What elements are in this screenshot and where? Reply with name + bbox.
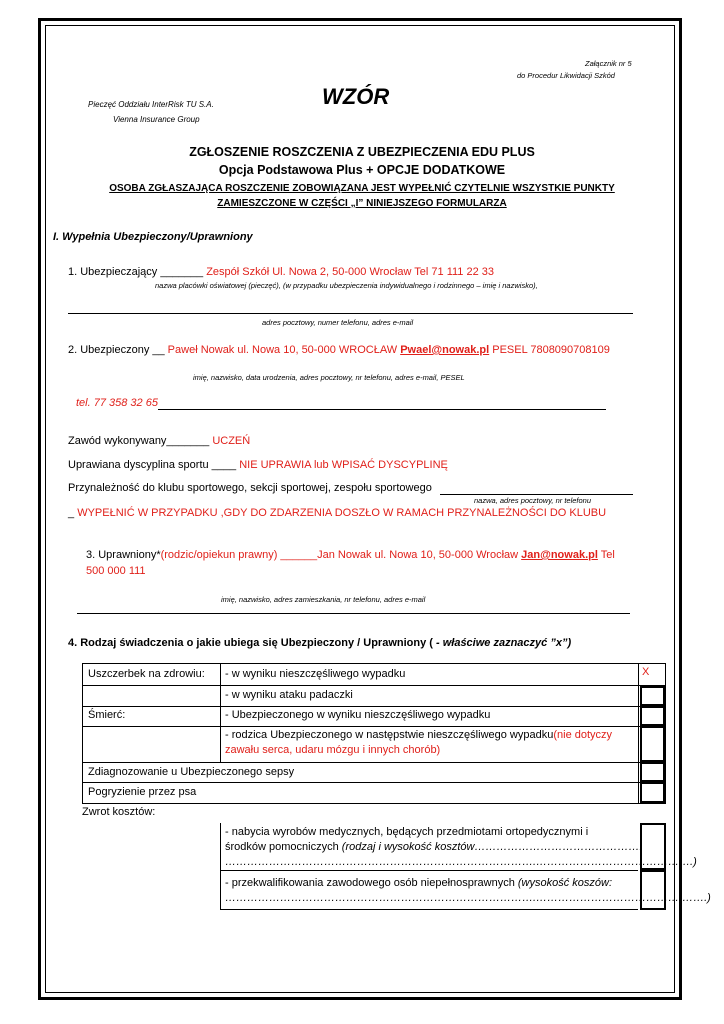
row-desc-4-red: (nie dotyczy: [553, 729, 613, 741]
beneficiary-hint: imię, nazwisko, adres zamieszkania, nr telefonu, adres e-mail: [221, 595, 426, 604]
row-cat-7: Zwrot kosztów:: [82, 806, 156, 818]
insurer-value: Zespół Szkół Ul. Nowa 2, 50-000 Wrocław Tel 71 111 22 33: [203, 266, 494, 278]
instruction-line2: ZAMIESZCZONE W CZĘŚCI „I” NINIEJSZEGO FORMULARZA: [217, 198, 507, 209]
insured-value: Paweł Nowak ul. Nowa 10, 50-000 WROCŁAW: [167, 344, 401, 356]
row-cat-3: Śmierć:: [88, 709, 126, 721]
sport-row: [68, 459, 448, 471]
club-hint: nazwa, adres pocztowy, nr telefonu: [474, 496, 592, 505]
cost2-line1-italic: (wysokość koszów:: [517, 877, 613, 889]
insurer-label: 1. Ubezpieczający _______: [68, 266, 204, 278]
cost1-line2-italic: (rodzaj i wysokość kosztów……………………………………….: [341, 841, 643, 853]
checkbox-cost1[interactable]: [640, 823, 666, 870]
insured-pesel: PESEL 7808090708109: [489, 344, 610, 356]
beneficiary-email[interactable]: Jan@nowak.pl: [521, 549, 598, 561]
annex-sub: do Procedur Likwidacji Szkód: [517, 71, 615, 80]
insurer-hint2: adres pocztowy, numer telefonu, adres e-mail: [262, 318, 414, 327]
row-mark-1[interactable]: X: [642, 666, 650, 678]
row-cat-5: Zdiagnozowanie u Ubezpieczonego sepsy: [88, 766, 295, 778]
insurer-hint: nazwa placówki oświatowej (pieczęć), (w przypadku ubezpieczenia indywidualnego i rodzinnego – imię i nazwisko),: [155, 281, 538, 290]
checkbox-6[interactable]: [640, 782, 665, 803]
beneficiary-value: ______Jan Nowak ul. Nowa 10, 50-000 Wrocław: [277, 549, 522, 561]
cost2-line1: [225, 877, 612, 889]
row-desc-4: [225, 729, 612, 741]
instruction-line1: OSOBA ZGŁASZAJĄCA ROSZCZENIE ZOBOWIĄZANA JEST WYPEŁNIĆ CZYTELNIE WSZYSTKIE PUNKTY: [109, 183, 615, 194]
insured-phone-line: [158, 409, 606, 410]
insured-hint: imię, nazwisko, data urodzenia, adres pocztowy, nr telefonu, adres e-mail, PESEL: [193, 373, 465, 382]
row-desc-2: - w wyniku ataku padaczki: [225, 689, 353, 701]
checkbox-3[interactable]: [640, 706, 665, 726]
beneficiary-paren: (rodzic/opiekun prawny): [160, 549, 278, 561]
row-desc-4b: zawału serca, udaru mózgu i innych chorób): [225, 744, 441, 756]
occupation-value: UCZEŃ: [212, 435, 251, 447]
benefit-heading-bold: 4. Rodzaj świadczenia o jakie ubiega się Ubezpieczony / Uprawniony (: [68, 637, 433, 649]
form-subtitle: Opcja Podstawowa Plus + OPCJE DODATKOWE: [218, 163, 506, 177]
row-cat-6: Pogryzienie przez psa: [88, 786, 197, 798]
checkbox-cost2[interactable]: [640, 870, 666, 910]
row-cat-1: Uszczerbek na zdrowiu:: [88, 668, 205, 680]
insurer-row: [68, 266, 494, 278]
benefit-heading: [68, 637, 571, 649]
stamp-line1: Pieczęć Oddziału InterRisk TU S.A.: [88, 100, 214, 109]
sport-label: Uprawiana dyscyplina sportu ____: [68, 459, 240, 471]
club-label: Przynależność do klubu sportowego, sekcji sportowej, zespołu sportowego: [68, 482, 432, 494]
insured-phone: tel. 77 358 32 65: [76, 397, 158, 409]
checkbox-2[interactable]: [640, 686, 665, 706]
insured-email[interactable]: Pwael@nowak.pl: [400, 344, 490, 356]
cost1-line3: ………………………………………………………………………….…………………………………….): [225, 856, 697, 868]
stamp-line2: Vienna Insurance Group: [113, 115, 200, 124]
club-note: WYPEŁNIĆ W PRZYPADKU ,GDY DO ZDARZENIA DOSZŁO W RAMACH PRZYNALEŻNOŚCI DO KLUBU: [77, 507, 607, 519]
checkbox-4[interactable]: [640, 726, 665, 762]
cost1-line1: - nabycia wyrobów medycznych, będących przedmiotami ortopedycznymi i: [225, 826, 589, 838]
checkbox-5[interactable]: [640, 762, 665, 782]
beneficiary-row: [86, 549, 615, 561]
beneficiary-tel: Tel: [597, 549, 615, 561]
club-note-prefix: _: [68, 507, 78, 519]
row-desc-3: - Ubezpieczonego w wyniku nieszczęśliwego wypadku: [225, 709, 491, 721]
sport-value: NIE UPRAWIA lub WPISAĆ DYSCYPLINĘ: [239, 459, 448, 471]
row-desc-4-text: - rodzica Ubezpieczonego w następstwie nieszczęśliwego wypadku: [225, 729, 554, 741]
row-desc-1: - w wyniku nieszczęśliwego wypadku: [225, 668, 406, 680]
beneficiary-label: 3. Uprawniony*: [86, 549, 161, 561]
benefit-heading-italic: - właściwe zaznaczyć ”x”): [432, 637, 572, 649]
club-line: [440, 494, 633, 495]
club-note-row: [68, 507, 606, 519]
cost2-line2: ………………………………………………………………………….………………………………….…….): [225, 892, 711, 904]
cost1-line2: [225, 841, 643, 853]
cost2-line1-text: - przekwalifikowania zawodowego osób niepełnosprawnych: [225, 877, 518, 889]
insured-row: [68, 344, 610, 356]
occupation-label: Zawód wykonywany_______: [68, 435, 213, 447]
occupation-row: [68, 435, 250, 447]
form-title: ZGŁOSZENIE ROSZCZENIA Z UBEZPIECZENIA EDU PLUS: [189, 145, 535, 159]
insurer-line: [68, 313, 633, 314]
insured-label: 2. Ubezpieczony __: [68, 344, 168, 356]
watermark-title: WZÓR: [322, 84, 390, 109]
cost1-line2-text: środków pomocniczych: [225, 841, 342, 853]
section-heading: I. Wypełnia Ubezpieczony/Uprawniony: [53, 231, 253, 243]
beneficiary-line: [77, 613, 630, 614]
beneficiary-tel2: 500 000 111: [86, 565, 146, 577]
annex-label: Załącznik nr 5: [585, 59, 632, 68]
